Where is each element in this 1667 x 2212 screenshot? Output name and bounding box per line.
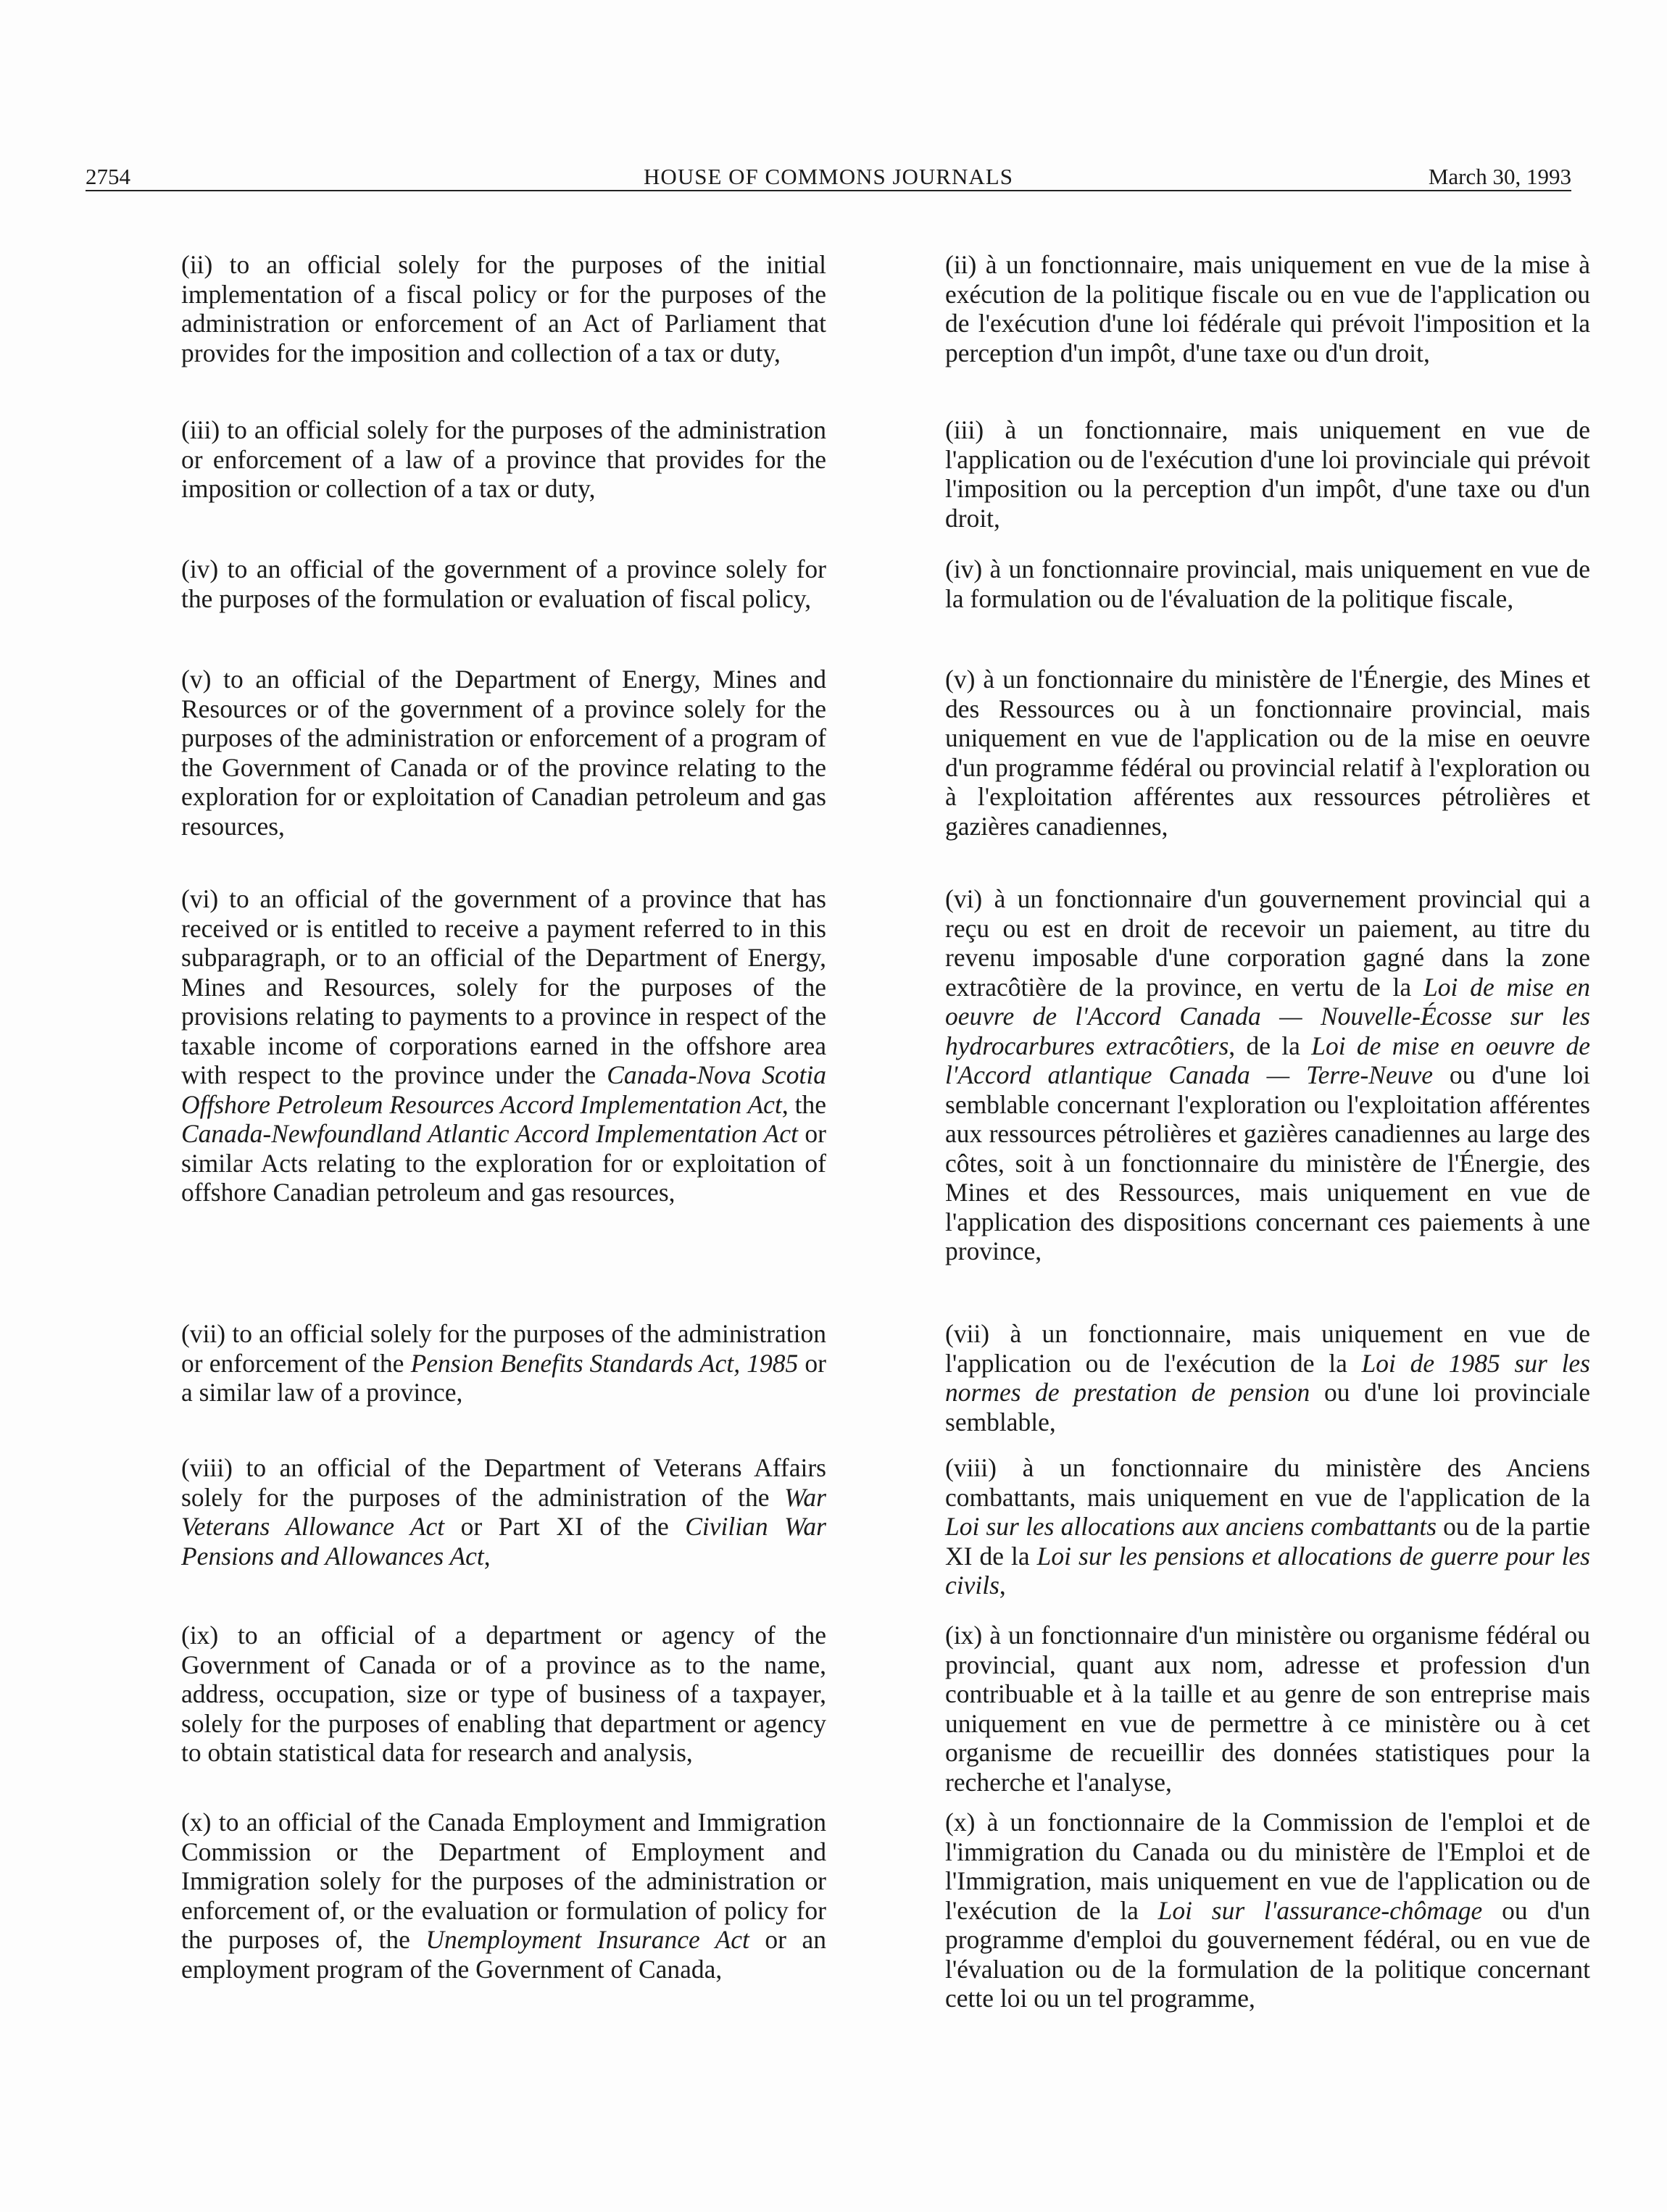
paragraph-en-vi [181,884,826,1207]
italic-act-title: Loi de mise en oeuvre de l'Accord Canada — Nouvelle-Écosse sur les hydrocarbures extracôtiers [945,972,1590,1060]
paragraph-text: (x) to an official of the Canada Employment and Immigration Commission or the Department of Employment and Immigration solely for the purposes of the administration or enforcement of, or the evaluation or formulation of policy for the purposes of, the [181,1808,826,1954]
paragraph-text: (vii) to an official solely for the purposes of the administration or enforcement of the [181,1319,826,1378]
paragraph-text: (ix) to an official of a department or agency of the Government of Canada or of a province as to the name, address, occupation, size or type of business of a taxpayer, solely for the purposes of enabling that department or agency to obtain statistical data for research and analysis, [181,1621,826,1767]
paragraph-text: or a similar law of a province, [181,1348,826,1407]
italic-act-title: Loi sur les allocations aux anciens combattants [945,1512,1437,1541]
paragraph-text: , [483,1541,491,1571]
italic-act-title: Canada-Nova Scotia Offshore Petroleum Resources Accord Implementation Act [181,1060,827,1119]
paragraph-text: (vii) à un fonctionnaire, mais uniquement en vue de l'application ou de l'exécution de la [945,1319,1590,1378]
paragraph-en-iv [181,554,826,613]
paragraph-text: (ii) to an official solely for the purposes of the initial implementation of a fiscal policy or for the purposes of the administration or enforcement of an Act of Parliament that provides for the imposition and collection of a tax or duty, [181,250,826,367]
paragraph-text: (ii) à un fonctionnaire, mais uniquement en vue de la mise à exécution de la politique fiscale ou en vue de l'application ou de l'exécution d'une loi fédérale qui prévoit l'imposition et la perception d'un impôt, d'une taxe ou d'un droit, [945,250,1590,367]
page-number: 2754 [86,164,130,189]
paragraph-text: ou d'un programme d'emploi du gouvernement fédéral, ou en vue de l'évaluation ou de la formulation de la politique concernant cette loi ou un tel programme, [945,1895,1590,2013]
paragraph-en-x [181,1808,826,1984]
paragraph-text: (vi) to an official of the government of a province that has received or is entitled to receive a payment referred to in this subparagraph, or to an official of the Department of Energy, Mines and Resources, solely for the purposes of the provisions relating to payments to a province in respect of the taxable income of corporations earned in the offshore area with respect to the province under the [181,884,826,1089]
paragraph-text: (vi) à un fonctionnaire d'un gouvernement provincial qui a reçu ou est en droit de recevoir un paiement, au titre du revenu imposable d'une corporation gagné dans la zone extracôtière de la province, en vertu de la [945,884,1590,1002]
paragraph-text: (v) à un fonctionnaire du ministère de l'Énergie, des Mines et des Ressources ou à un fonctionnaire provincial, mais uniquement en vue de l'application ou de la mise en oeuvre d'un programme fédéral ou provincial relatif à l'exploration ou à l'exploitation afférentes aux ressources pétrolières et gazières canadiennes, [945,665,1590,841]
paragraph-text: (iii) à un fonctionnaire, mais uniquement en vue de l'application ou de l'exécution d'une loi provinciale qui prévoit l'imposition ou la perception d'un impôt, d'une taxe ou d'un droit, [945,415,1590,533]
italic-act-title: Loi de 1985 sur les normes de prestation de pension [945,1348,1591,1407]
paragraph-text: , de la [1229,1031,1312,1060]
paragraph-fr-v [945,665,1590,841]
paragraph-fr-viii [945,1453,1590,1600]
journal-date: March 30, 1993 [1428,164,1571,189]
paragraph-en-ii [181,250,826,367]
paragraph-text: (v) to an official of the Department of Energy, Mines and Resources or of the government of a province solely for the purposes of the administration or enforcement of a program of the Government of Canada or of the province relating to the exploration for or exploitation of Canadian petroleum and gas resources, [181,665,826,841]
paragraph-text: or Part XI of the [444,1512,686,1541]
paragraph-en-vii [181,1319,826,1408]
paragraph-text: (iv) à un fonctionnaire provincial, mais uniquement en vue de la formulation ou de l'évaluation de la politique fiscale, [945,554,1590,613]
paragraph-fr-x [945,1808,1590,2013]
paragraph-text: ou de la partie XI de la [945,1512,1590,1571]
page-header [86,158,1571,194]
italic-act-title: Unemployment Insurance Act [425,1925,749,1954]
paragraph-en-v [181,665,826,841]
paragraph-fr-ii [945,250,1590,367]
italic-act-title: Loi sur l'assurance-chômage [1157,1895,1483,1925]
paragraph-fr-vi [945,884,1590,1266]
italic-act-title: Civilian War Pensions and Allowances Act [181,1512,826,1571]
paragraph-text: , [999,1571,1006,1600]
paragraph-en-iii [181,415,826,504]
paragraph-text: or an employment program of the Government of Canada, [181,1925,826,1984]
journal-title: HOUSE OF COMMONS JOURNALS [644,164,1013,189]
paragraph-fr-iii [945,415,1590,533]
paragraph-text: (viii) to an official of the Department of Veterans Affairs solely for the purposes of the administration of the [181,1453,826,1512]
paragraph-fr-vii [945,1319,1590,1436]
paragraph-text: (ix) à un fonctionnaire d'un ministère ou organisme fédéral ou provincial, quant aux nom, adresse et profession d'un contribuable et à la taille et au genre de son entreprise mais uniquement en vue de permettre à ce ministère ou à cet organisme de recueillir des données statistiques pour la recherche et l'analyse, [945,1621,1590,1797]
header-rule [86,190,1571,191]
paragraph-text: (viii) à un fonctionnaire du ministère des Anciens combattants, mais uniquement en vue de l'application de la [945,1453,1590,1512]
paragraph-text: , the [781,1089,826,1119]
paragraph-text: (iii) to an official solely for the purposes of the administration or enforcement of a law of a province that provides for the imposition or collection of a tax or duty, [181,415,826,503]
paragraph-fr-ix [945,1621,1590,1797]
italic-act-title: Pension Benefits Standards Act, 1985 [410,1348,799,1378]
paragraph-en-ix [181,1621,826,1768]
paragraph-text: ou d'une loi provinciale semblable, [945,1378,1590,1436]
paragraph-text: (x) à un fonctionnaire de la Commission de l'emploi et de l'immigration du Canada ou du ministère de l'Emploi et de l'Immigration, mais uniquement en vue de l'application ou de l'exécution de la [945,1808,1590,1925]
italic-act-title: Loi sur les pensions et allocations de guerre pour les civils [945,1541,1590,1600]
italic-act-title: Canada-Newfoundland Atlantic Accord Implementation Act [181,1119,798,1148]
italic-act-title: Loi de mise en oeuvre de l'Accord atlantique Canada — Terre-Neuve [945,1031,1590,1089]
paragraph-text: ou d'une loi semblable concernant l'exploration ou l'exploitation afférentes aux ressources pétrolières et gazières canadiennes au large des côtes, soit à un fonctionnaire du ministère de l'Énergie, des Mines et des Ressources, mais uniquement en vue de l'application des dispositions concernant ces paiements à une province, [945,1060,1590,1265]
paragraph-text: or similar Acts relating to the exploration for or exploitation of offshore Canadian petroleum and gas resources, [181,1119,826,1207]
italic-act-title: War Veterans Allowance Act [181,1482,826,1541]
paragraph-en-viii [181,1453,826,1571]
paragraph-fr-iv [945,554,1590,613]
paragraph-text: (iv) to an official of the government of a province solely for the purposes of the formulation or evaluation of fiscal policy, [181,554,826,613]
